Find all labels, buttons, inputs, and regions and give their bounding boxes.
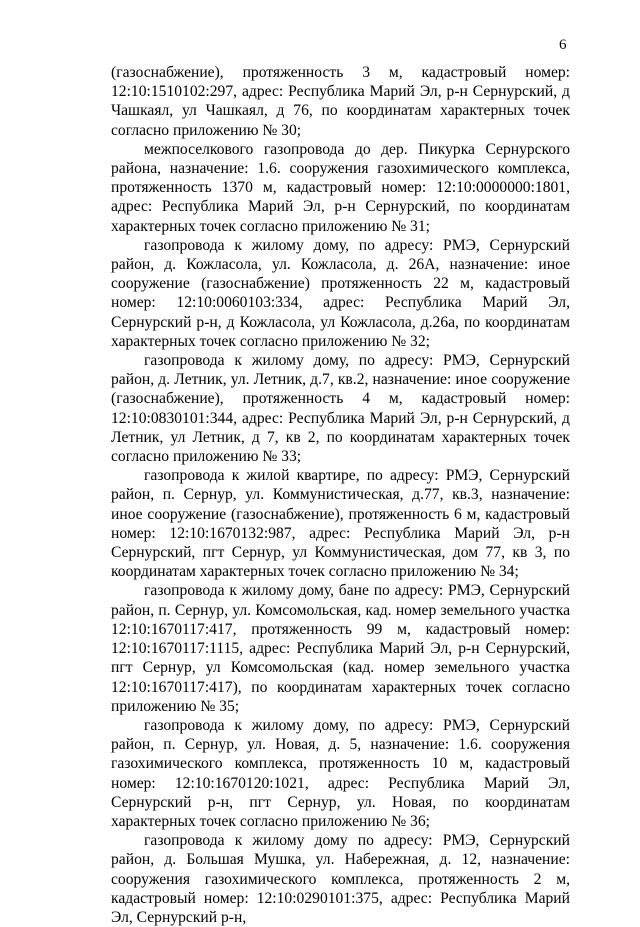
paragraph-item-36: газопровода к жилому дому, по адресу: РМЭ, Сернурский район, п. Сернур, ул. Новая, д. 5, назначение: 1.6. сооружения газохимического комплекса, протяженность 10 м, кадастровый номер: 12:10:1670120:1021, адрес: Республика Марий Эл, Сернурский р-н, пгт Сернур, ул. Новая, по координатам характерных точек согласно приложению № 36; <box>111 716 570 830</box>
paragraph-item-31: межпоселкового газопровода до дер. Пикурка Сернурского района, назначение: 1.6. сооружения газохимического комплекса, протяженность 1370 м, кадастровый номер: 12:10:0000000:1801, адрес: Республика Марий Эл, р-н Сернурский, по координатам характерных точек согласно приложению № 31; <box>111 140 570 235</box>
document-body <box>111 63 570 927</box>
paragraph-item-34: газопровода к жилой квартире, по адресу: РМЭ, Сернурский район, п. Сернур, ул. Коммунистическая, д.77, кв.3, назначение: иное сооружение (газоснабжение), протяженность 6 м, кадастровый номер: 12:10:1670132:987, адрес: Республика Марий Эл, р-н Сернурский, пгт Сернур, ул Коммунистическая, дом 77, кв 3, по координатам характерных точек согласно приложению № 34; <box>111 467 570 581</box>
paragraph-item-30: (газоснабжение), протяженность 3 м, кадастровый номер: 12:10:1510102:297, адрес: Республика Марий Эл, р-н Сернурский, д Чашкаял, ул Чашкаял, д 76, по координатам характерных точек согласно приложению № 30; <box>111 64 570 139</box>
paragraph-item-32: газопровода к жилому дому, по адресу: РМЭ, Сернурский район, д. Кожласола, ул. Кожласола, д. 26А, назначение: иное сооружение (газоснабжение) протяженность 22 м, кадастровый номер: 12:10:0060103:334, адрес: Республика Марий Эл, Сернурский р-н, д Кожласола, ул Кожласола, д.26а, по координатам характерных точек согласно приложению № 32; <box>111 236 570 350</box>
paragraph-item-33: газопровода к жилому дому, по адресу: РМЭ, Сернурский район, д. Летник, ул. Летник, д.7, кв.2, назначение: иное сооружение (газоснабжение), протяженность 4 м, кадастровый номер: 12:10:0830101:344, адрес: Республика Марий Эл, р-н Сернурский, д Летник, ул Летник, д 7, кв 2, по координатам характерных точек согласно приложению № 33; <box>111 352 570 466</box>
paragraph-item-37: газопровода к жилому дому по адресу: РМЭ, Сернурский район, д. Большая Мушка, ул. Набережная, д. 12, назначение: сооружения газохимического комплекса, протяженность 2 м, кадастровый номер: 12:10:0290101:375, адрес: Республика Марий Эл, Сернурский р-н, <box>111 832 570 926</box>
page-number: 6 <box>559 37 567 53</box>
paragraph-item-35: газопровода к жилому дому, бане по адресу: РМЭ, Сернурский район, п. Сернур, ул. Комсомольская, кад. номер земельного участка 12:10:1670117:417, протяженность 99 м, кадастровый номер: 12:10:1670117:1115, адрес: Республика Марий Эл, р-н Сернурский, пгт Сернур, ул Комсомольская (кад. номер земельного участка 12:10:1670117:417), по координатам характерных точек согласно приложению № 35; <box>111 582 570 715</box>
